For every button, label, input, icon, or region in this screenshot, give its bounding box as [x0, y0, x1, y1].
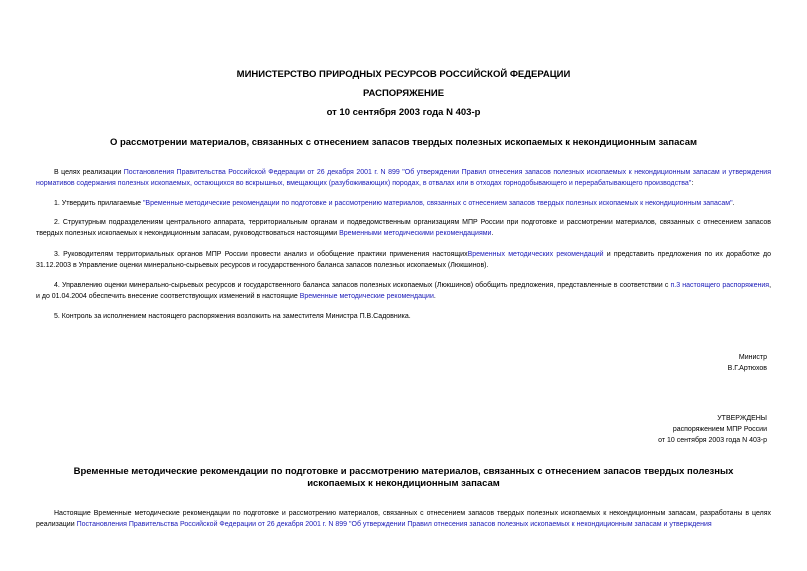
intro-text: В целях реализации: [54, 169, 124, 176]
item-3-reference-link[interactable]: п.3 настоящего распоряжения: [670, 282, 770, 289]
item-1-end: .: [732, 200, 735, 207]
item-4-text: 4. Управлению оценки минерально-сырьевых ресурсов и государственного баланса запасов полезных ископаемых (Люкшинов) обобщить предложения, представленные в соответствии с: [54, 282, 671, 289]
recommendations-link-4[interactable]: Временные методические рекомендации: [299, 293, 434, 300]
item-3-text: 3. Руководителям территориальных органов МПР России провести анализ и обобщение практики применения настоящих: [54, 251, 468, 258]
item-3: [36, 249, 771, 271]
item-4-middle: , и до 01.04.2004 обеспечить внесение соответствующих изменений в настоящие: [36, 282, 772, 300]
item-2-text: 2. Структурным подразделениям центрального аппарата, территориальным органам и подведомственным организациям МПР России при подготовке и рассмотрении материалов, связанных с отнесением запасов твердых полезных ископаемых к некондиционным запасам, руководствоваться настоящими: [36, 219, 771, 237]
item-1: [36, 198, 771, 209]
item-2: [36, 217, 771, 239]
item-5: 5. Контроль за исполнением настоящего распоряжения возложить на заместителя Министра П.В.Садовника.: [54, 313, 411, 320]
approval-line-1: УТВЕРЖДЕНЫ: [717, 415, 767, 422]
document-date-number: от 10 сентября 2003 года N 403-р: [326, 107, 481, 118]
resolution-899-link-2[interactable]: Постановления Правительства Российской Федерации от 26 декабря 2001 г. N 899 "Об утверждении Правил отнесения запасов полезных ископаемых к некондиционным запасам и утверждения: [76, 521, 712, 528]
signature-position: Министр: [738, 354, 767, 361]
document-subject: О рассмотрении материалов, связанных с отнесением запасов твердых полезных ископаемых к некондиционным запасам: [109, 137, 698, 148]
appendix-text: Настоящие Временные методические рекомендации по подготовке и рассмотрению материалов, связанных с отнесением запасов твердых полезных ископаемых к некондиционным запасам, разработаны в целях реализации: [36, 510, 771, 528]
signature-block: [728, 352, 767, 374]
resolution-899-link[interactable]: Постановления Правительства Российской Федерации от 26 декабря 2001 г. N 899 "Об утверждении Правил отнесения запасов полезных ископаемых к некондиционным запасам и утверждения нормативов содержания полезных ископаемых, остающихся во вскрышных, вмещающих (разубоживающих) породах, в отвалах или в отходах горнодобывающего и перерабатывающего производства": [36, 169, 771, 187]
item-4: [36, 280, 771, 302]
recommendations-link-3[interactable]: Временных методических рекомендаций: [467, 251, 604, 258]
approval-line-3: от 10 сентября 2003 года N 403-р: [658, 437, 767, 444]
approval-line-2: распоряжением МПР России: [672, 426, 767, 433]
item-2-end: .: [491, 230, 494, 237]
signature-name: В.Г.Артюхов: [727, 365, 767, 372]
appendix-paragraph: [36, 508, 771, 530]
appendix-title: Временные методические рекомендации по подготовке и рассмотрению материалов, связанных с отнесением запасов твердых полезных ископаемых к некондиционным запасам: [73, 466, 734, 489]
document-type: РАСПОРЯЖЕНИЕ: [362, 88, 445, 99]
item-1-text: 1. Утвердить прилагаемые: [54, 200, 143, 207]
ministry-heading: МИНИСТЕРСТВО ПРИРОДНЫХ РЕСУРСОВ РОССИЙСКОЙ ФЕДЕРАЦИИ: [236, 69, 571, 80]
recommendations-link[interactable]: "Временные методические рекомендации по подготовке и рассмотрению материалов, связанных с отнесением запасов твердых полезных ископаемых к некондиционным запасам": [142, 200, 733, 207]
recommendations-link-2[interactable]: Временными методическими рекомендациями: [339, 230, 492, 237]
item-4-end: .: [433, 293, 436, 300]
approval-block: [658, 413, 767, 446]
intro-text-end: :: [691, 180, 694, 187]
item-3-end: и представить предложения по их доработке до 31.12.2003 в Управление оценки минерально-сырьевых ресурсов и государственного баланса запасов полезных ископаемых (Люкшинов).: [36, 251, 772, 269]
intro-paragraph: [36, 167, 771, 189]
